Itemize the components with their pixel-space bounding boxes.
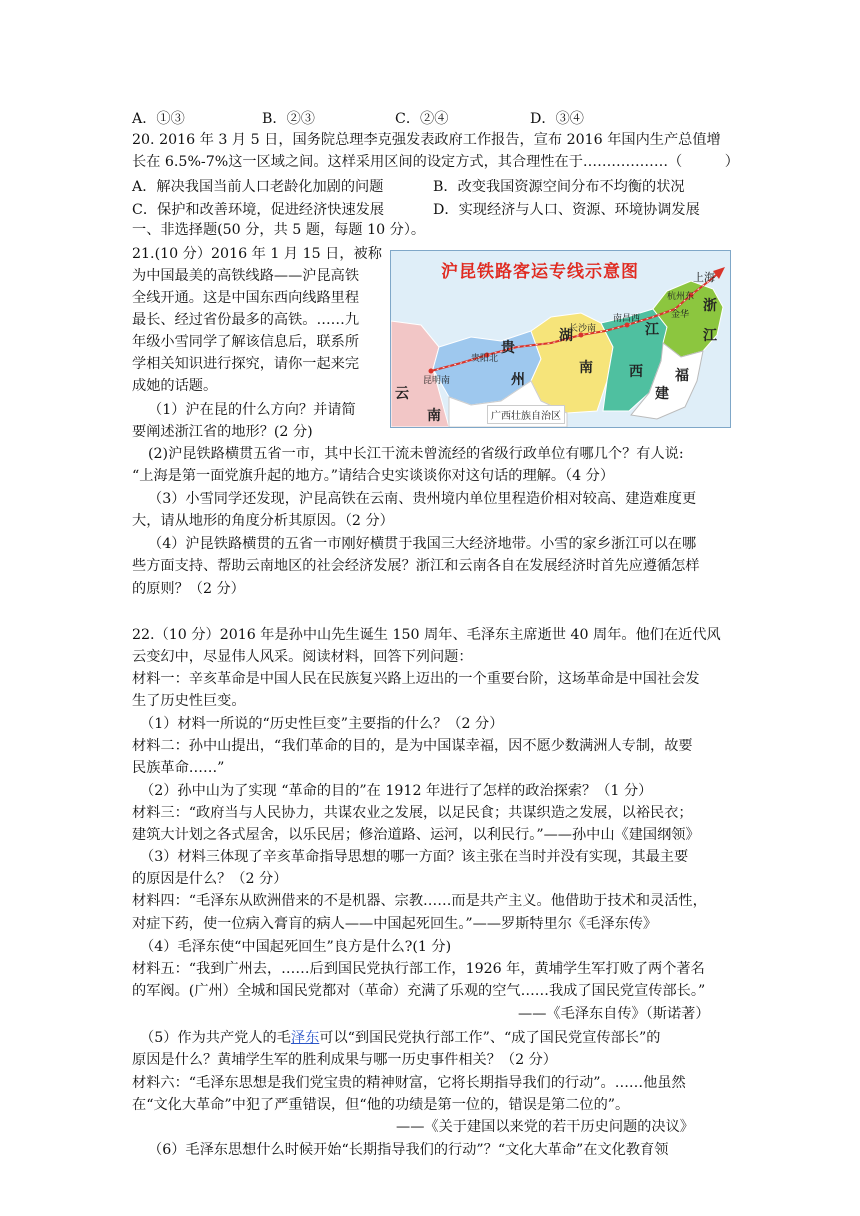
q22-question1: （1）材料一所说的“历史性巨变”主要指的什么？（2 分） xyxy=(140,716,504,732)
city-label-hangzhou: 杭州东 xyxy=(667,292,695,302)
q22-material4-line2: 对症下药，使一位病入膏肓的病人——中国起死回生。”——罗斯特里尔《毛泽东传》 xyxy=(132,916,658,932)
city-label-changsha: 长沙南 xyxy=(569,324,597,334)
q20-stem-line2: 长在 6.5%-7%这一区域之间。这样采用区间的设定方式，其合理性在于………………（ ） xyxy=(132,154,739,170)
q22-question3-line1: （3）材料三体现了辛亥革命指导思想的哪一方面？该主张在当时并没有实现，其最主要 xyxy=(140,849,689,865)
q22-material5-source: ——《毛泽东自传》（斯诺著） xyxy=(518,1006,710,1022)
q22-question2: （2）孙中山为了实现 “革命的目的”在 1912 年进行了怎样的政治探索？（1 分） xyxy=(140,783,653,799)
railway-map xyxy=(390,250,731,428)
q19-option-d: D．③④ xyxy=(530,111,584,127)
q21-sub2-line1: (2)沪昆铁路横贯五省一市，其中长江干流未曾流经的省级行政单位有哪几个？有人说: xyxy=(148,446,684,462)
province-label-yunnan: 云 xyxy=(395,386,409,402)
q22-stem-line1: 22.（10 分）2016 年是孙中山先生诞生 150 周年、毛泽东主席逝世 40 周年。他们在近代风 xyxy=(132,627,721,643)
q22-material3-line2: 建筑大计划之各式屋舍，以乐民居；修治道路、运河，以利民行。”——孙中山《建国纲领》 xyxy=(132,827,700,843)
q22-material6-line1: 材料六：“毛泽东思想是我们党宝贵的精神财富，它将长期指导我们的行动”。……他虽然 xyxy=(132,1075,686,1091)
q21-intro-line: 成她的话题。 xyxy=(132,378,218,394)
province-label-zhe: 浙 xyxy=(703,298,717,314)
city-label-guiyang: 贵阳北 xyxy=(471,354,499,364)
q22-material6-source: ——《关于建国以来党的若干历史问题的决议》 xyxy=(396,1119,694,1135)
q19-option-b: B．②③ xyxy=(262,111,315,127)
q22-material2-line1: 材料二：孙中山提出，“我们革命的目的，是为中国谋幸福，因不愿少数满洲人专制，故要 xyxy=(132,738,693,754)
q20-stem-line1: 20. 2016 年 3 月 5 日，国务院总理李克强发表政府工作报告，宣布 2016 年国内生产总值增 xyxy=(132,132,721,148)
q20-option-a: A．解决我国当前人口老龄化加剧的问题 xyxy=(132,179,384,195)
q21-sub3-line1: （3）小雪同学还发现，沪昆高铁在云南、贵州境内单位里程造价相对较高、建造难度更 xyxy=(148,491,697,507)
province-label-hunan: 南 xyxy=(579,360,593,376)
q22-material1-line2: 生了历史性巨变。 xyxy=(132,693,246,709)
q21-intro-line: 最长、经过省份最多的高铁。……九 xyxy=(132,312,360,328)
province-label-jiangxi: 西 xyxy=(629,364,643,380)
q20-option-b: B．改变我国资源空间分布不均衡的状况 xyxy=(433,179,685,195)
guangxi-label: 广西壮族自治区 xyxy=(487,405,565,424)
q20-option-d: D．实现经济与人口、资源、环境协调发展 xyxy=(433,202,700,218)
q22-material3-line1: 材料三：“政府当与人民协力，共谋农业之发展，以足民食；共谋织造之发展，以裕民衣； xyxy=(132,805,693,821)
city-label-nanchang: 南昌西 xyxy=(613,314,641,324)
q21-intro-line: 为中国最美的高铁线路——沪昆高铁 xyxy=(132,268,360,284)
q20-option-c: C．保护和改善环境，促进经济快速发展 xyxy=(132,202,385,218)
province-label-yunnan: 南 xyxy=(427,408,441,424)
q21-sub4-line2: 些方面支持、帮助云南地区的社会经济发展？浙江和云南各自在发展经济时首先应遵循怎样 xyxy=(132,558,700,574)
q21-sub1-line1: （1）沪在昆的什么方向？并请简 xyxy=(148,402,356,418)
q21-sub3-line2: 大，请从地形的角度分析其原因。（2 分） xyxy=(132,513,394,529)
q22-question5-pre: （5）作为共产党人的毛 xyxy=(140,1030,291,1046)
q19-option-c: C．②④ xyxy=(395,111,449,127)
q21-sub2-line2: “上海是第一面党旗升起的地方。”请结合史实谈谈你对这句话的理解。（4 分） xyxy=(132,468,615,484)
province-label-guizhou: 贵 xyxy=(501,340,515,356)
q22-material5-line2: 的军阀。(广州）全城和国民党都对（革命）充满了乐观的空气……我成了国民党宣传部长。” xyxy=(132,983,706,999)
province-label-guizhou: 州 xyxy=(511,372,525,388)
q21-sub1-line2: 要阐述浙江省的地形？(2 分) xyxy=(132,424,313,440)
map-title: 沪昆铁路客运专线示意图 xyxy=(441,262,639,282)
province-label-fujian: 福 xyxy=(675,368,689,384)
section-heading: 一、非选择题(50 分，共 5 题，每题 10 分）。 xyxy=(132,222,426,238)
q22-question5-line2: 原因是什么？黄埔学生军的胜利成果与哪一历史事件相关？（2 分） xyxy=(132,1052,557,1068)
q21-intro-line: 全线开通。这是中国东西向线路里程 xyxy=(132,290,360,306)
q22-material4-line1: 材料四：“毛泽东从欧洲借来的不是机器、宗教……而是共产主义。他借助于技术和灵活性， xyxy=(132,893,707,909)
q22-question4: （4）毛泽东使“中国起死回生”良方是什么?(1 分) xyxy=(140,939,452,955)
q22-question5-link[interactable]: 泽东 xyxy=(290,1030,320,1046)
q21-intro-line: 学相关知识进行探究，请你一起来完 xyxy=(132,356,360,372)
q22-material2-line2: 民族革命……” xyxy=(132,760,225,776)
province-label-jiangxi: 江 xyxy=(645,322,659,338)
city-label-shanghai: 上海 xyxy=(693,271,715,284)
q21-intro-line: 年级小雪同学了解该信息后，联系所 xyxy=(132,334,360,350)
q21-sub4-line1: （4）沪昆铁路横贯的五省一市刚好横贯于我国三大经济地带。小雪的家乡浙江可以在哪 xyxy=(148,536,697,552)
province-label-hunan: 湖 xyxy=(559,328,573,344)
q22-material1-line1: 材料一：辛亥革命是中国人民在民族复兴路上迈出的一个重要台阶，这场革命是中国社会发 xyxy=(132,671,700,687)
q22-question6: （6）毛泽东思想什么时候开始“长期指导我们的行动”？“文化大革命”在文化教育领 xyxy=(148,1142,669,1158)
q22-material5-line1: 材料五：“我到广州去，……后到国民党执行部工作，1926 年，黄埔学生军打败了两个著名 xyxy=(132,961,705,977)
q22-material6-line2: 在“文化大革命”中犯了严重错误，但“他的功绩是第一位的，错误是第二位的”。 xyxy=(132,1097,630,1113)
q21-intro-line: 21.(10 分）2016 年 1 月 15 日，被称 xyxy=(132,246,382,262)
city-label-jinhua: 金华 xyxy=(671,310,690,320)
province-label-zhe: 江 xyxy=(703,328,717,344)
q21-sub4-line3: 的原则？（2 分） xyxy=(132,581,245,597)
province-label-fujian: 建 xyxy=(655,386,669,402)
q19-option-a: A．①③ xyxy=(132,111,185,127)
q22-question3-line2: 的原因是什么？（2 分） xyxy=(132,871,288,887)
q22-question5-line1 xyxy=(140,1028,660,1048)
q22-question5-post: 可以“到国民党执行部工作”、“成了国民党宣传部长”的 xyxy=(319,1030,661,1046)
city-label-kunming: 昆明南 xyxy=(423,376,451,386)
q22-stem-line2: 云变幻中，尽显伟人风采。阅读材料，回答下列问题： xyxy=(132,649,473,665)
